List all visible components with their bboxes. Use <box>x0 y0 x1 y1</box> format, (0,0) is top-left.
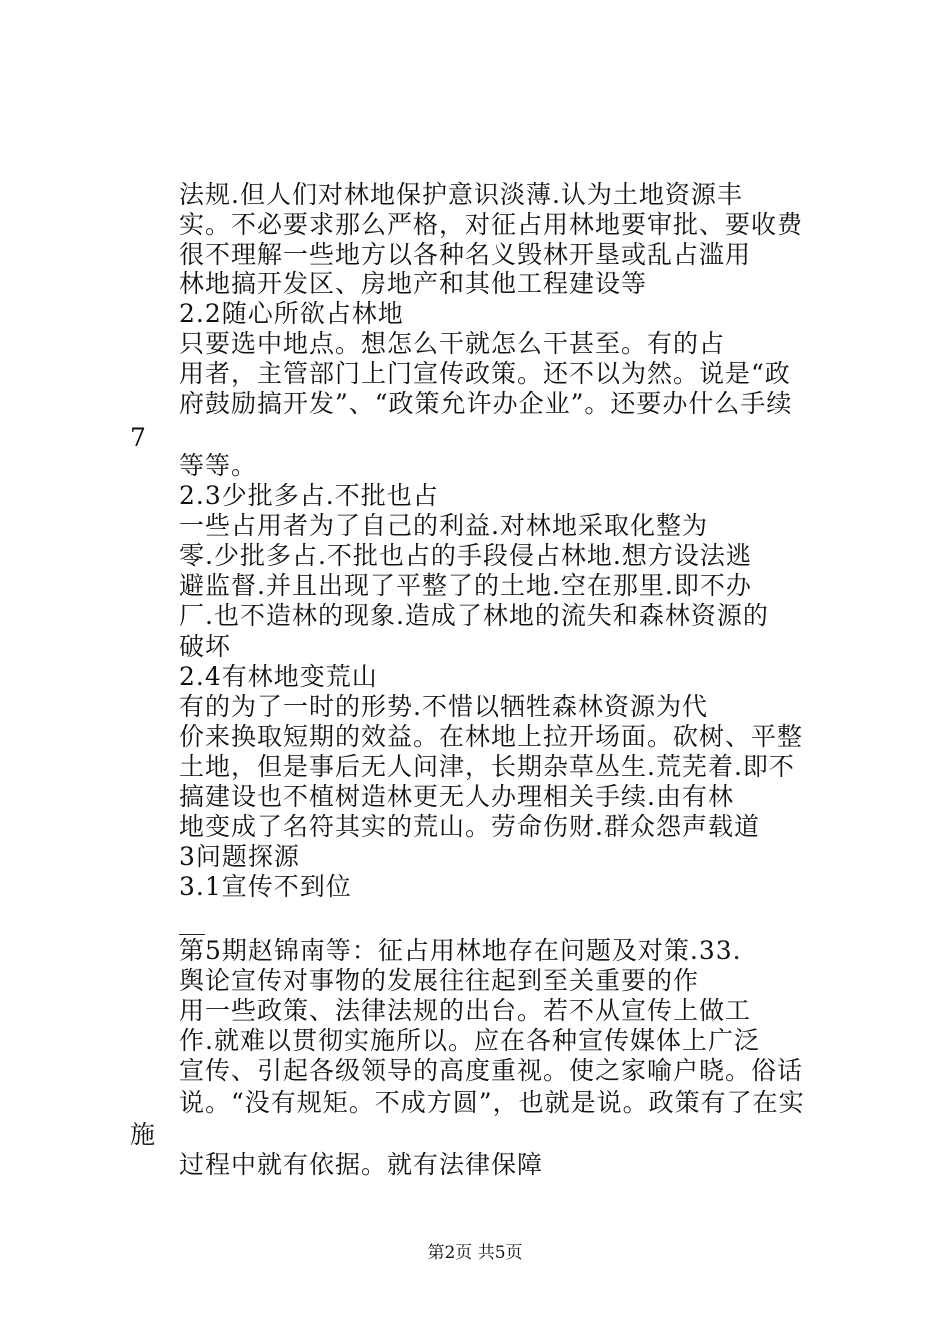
text-line: 用者，主管部门上门宣传政策。还不以为然。说是“政 <box>179 359 791 388</box>
text-line: 只要选中地点。想怎么干就怎么干甚至。有的占 <box>179 329 726 358</box>
text-line: 价来换取短期的效益。在林地上拉开场面。砍树、平整 <box>179 722 804 751</box>
section-heading: 2.2随心所欲占林地 <box>179 299 404 328</box>
text-line: 过程中就有依据。就有法律保障 <box>179 1150 544 1179</box>
text-line: 有的为了一时的形势.不惜以牺牲森林资源为代 <box>179 692 708 721</box>
text-line: 用一些政策、法律法规的出台。若不从宣传上做工 <box>179 996 752 1025</box>
section-heading: 2.3少批多占.不批也占 <box>179 481 439 510</box>
text-line: 厂.也不造林的现象.造成了林地的流失和森林资源的 <box>179 601 769 630</box>
section-heading: 2.4有林地变荒山 <box>179 662 378 691</box>
text-line: 法规.但人们对林地保护意识淡薄.认为土地资源丰 <box>179 180 743 209</box>
text-line: 说。“没有规矩。不成方圆”，也就是说。政策有了在实 <box>179 1088 805 1117</box>
section-heading: 3.1宣传不到位 <box>179 872 352 901</box>
text-line: 搞建设也不植树造林更无人办理相关手续.由有林 <box>179 782 734 811</box>
stray-character: 7 <box>130 423 147 452</box>
separator-rule <box>179 934 205 935</box>
text-line: 一些占用者为了自己的利益.对林地采取化整为 <box>179 511 708 540</box>
text-line: 避监督.并且出现了平整了的土地.空在那里.即不办 <box>179 571 752 600</box>
text-line: 零.少批多占.不批也占的手段侵占林地.想方设法逃 <box>179 541 752 570</box>
running-header: 第5期赵锦南等：征占用林地存在问题及对策.33. <box>179 936 742 965</box>
text-line: 破坏 <box>179 632 232 661</box>
text-line: 土地，但是事后无人问津，长期杂草丛生.荒芜着.即不 <box>179 752 795 781</box>
text-line: 很不理解一些地方以各种名义毁林开垦或乱占滥用 <box>179 240 752 269</box>
section-heading: 3问题探源 <box>179 842 300 871</box>
text-line: 林地搞开发区、房地产和其他工程建设等 <box>179 269 648 298</box>
text-line: 实。不必要求那么严格，对征占用林地要审批、要收费 <box>179 210 804 239</box>
text-line: 作.就难以贯彻实施所以。应在各种宣传媒体上广泛 <box>179 1026 760 1055</box>
page-footer: 第2页 共5页 <box>427 1243 523 1263</box>
text-line: 宣传、引起各级领导的高度重视。使之家喻户晓。俗话 <box>179 1056 804 1085</box>
text-line: 舆论宣传对事物的发展往往起到至关重要的作 <box>179 966 700 995</box>
text-line: 等等。 <box>179 451 258 480</box>
text-line: 地变成了名符其实的荒山。劳命伤财.群众怨声载道 <box>179 812 760 841</box>
stray-character: 施 <box>130 1120 157 1149</box>
text-line: 府鼓励搞开发”、“政策允许办企业”。还要办什么手续 <box>179 389 793 418</box>
